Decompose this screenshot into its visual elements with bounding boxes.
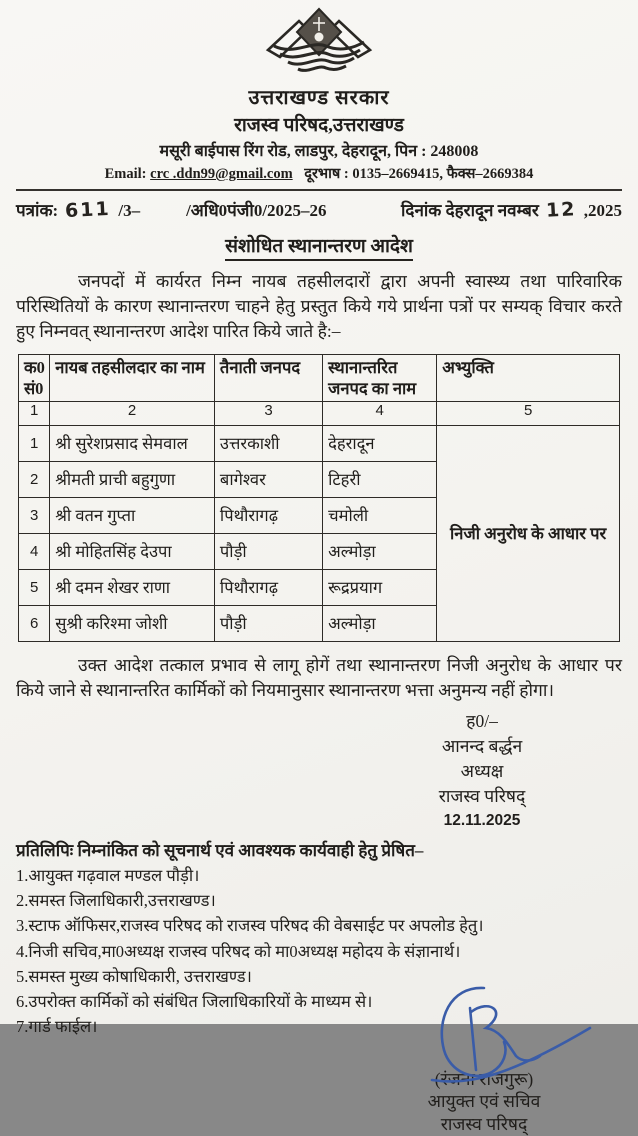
cell-name: श्री सुरेशप्रसाद सेमवाल [50, 426, 215, 462]
table-row [19, 426, 620, 462]
letter-number [16, 198, 140, 221]
signatory-date: 12.11.2025 [443, 811, 521, 829]
colnum-5: 5 [437, 402, 620, 426]
column-number-row [19, 402, 620, 426]
cell-sno: 4 [19, 534, 50, 570]
transfer-table [18, 354, 620, 643]
bottom-signatory-block [374, 1068, 594, 1136]
email-address: crc .ddn99@gmail.com [150, 166, 293, 182]
signed-mark: ह0/– [466, 711, 498, 732]
department-code: /अधि0पंजी0/2025–26 [186, 201, 327, 220]
copy-list-heading: प्रतिलिपिः निम्नांकित को सूचनार्थ एवं आवश्यक कार्यवाही हेतु प्रेषित– [16, 840, 424, 860]
cell-name: श्री दमन शेखर राणा [50, 570, 215, 606]
cell-posting: उत्तरकाशी [214, 426, 322, 462]
phone-fax: दूरभाष : 0135–2669415, फैक्स–2669384 [304, 166, 534, 182]
date-year: ,2025 [583, 201, 622, 220]
signatory-designation: अध्यक्ष [460, 760, 504, 781]
cell-sno: 5 [19, 570, 50, 606]
cell-sno: 2 [19, 462, 50, 498]
cell-transfer: रूद्रप्रयाग [323, 570, 437, 606]
cell-posting: पौड़ी [214, 534, 322, 570]
letter-number-handwritten: 611 [64, 197, 112, 223]
letterhead [16, 6, 622, 183]
closing-paragraph: उक्त आदेश तत्काल प्रभाव से लागू होगें तथा स्थानान्तरण निजी अनुरोध के आधार पर किये जाने से स्थानान्तरित कार्मिकों को नियमानुसार स्थानान्तरण भत्ता अनुमन्य नहीं होगा। [16, 655, 622, 701]
header-transfer: स्थानान्तरित जनपद का नाम [323, 354, 437, 402]
cell-transfer: अल्मोड़ा [323, 534, 437, 570]
copy-list-item: 6.उपरोक्त कार्मिकों को संबंधित जिलाधिकारियों के माध्यम से। [16, 992, 373, 1012]
cell-name: श्रीमती प्राची बहुगुणा [50, 462, 215, 498]
cell-transfer: टिहरी [323, 462, 437, 498]
table-header-row [19, 354, 620, 402]
date-label: दिनांक देहरादून नवम्बर [401, 201, 539, 220]
email-label: Email: [104, 166, 147, 182]
contact-line [16, 163, 622, 183]
reference-line [16, 198, 622, 221]
copy-list-item: 7.गार्ड फाईल। [16, 1017, 98, 1037]
cell-sno: 6 [19, 606, 50, 642]
signatory-name: आनन्द बर्द्धन [441, 735, 523, 756]
uttarakhand-state-emblem-icon [260, 6, 378, 81]
signatory-organisation: राजस्व परिषद् [438, 785, 526, 806]
document-title-text: संशोधित स्थानान्तरण आदेश [225, 236, 413, 261]
signatory-block [382, 711, 582, 830]
cell-sno: 1 [19, 426, 50, 462]
bottom-signatory-organisation: राजस्व परिषद् [440, 1114, 528, 1135]
cell-name: श्री मोहितसिंह देउपा [50, 534, 215, 570]
cell-transfer: चमोली [323, 498, 437, 534]
copy-list-item: 1.आयुक्त गढ़वाल मण्डल पौड़ी। [16, 865, 200, 885]
cell-posting: पिथौरागढ़ [214, 498, 322, 534]
colnum-4: 4 [323, 402, 437, 426]
cell-posting: बागेश्वर [214, 462, 322, 498]
colnum-1: 1 [19, 402, 50, 426]
letter-number-label: पत्रांक: [16, 201, 59, 220]
cell-transfer: देहरादून [323, 426, 437, 462]
header-separator-rule [16, 189, 622, 191]
copy-list [16, 863, 622, 1040]
address-line: मसूरी बाईपास रिंग रोड, लाडपुर, देहरादून, पिन : 248008 [159, 143, 479, 160]
date-day-handwritten: 12 [545, 198, 578, 222]
copy-list-item: 4.निजी सचिव,मा0अध्यक्ष राजस्व परिषद को मा0अध्यक्ष महोदय के संज्ञानार्थ। [16, 941, 461, 961]
colnum-2: 2 [50, 402, 215, 426]
copy-list-item: 3.स्टाफ ऑफिसर,राजस्व परिषद को राजस्व परिषद की वेबसाईट पर अपलोड हेतु। [16, 916, 484, 936]
bottom-signatory-name: (रंजना राजगुरू) [434, 1068, 534, 1089]
header-posting: तैनाती जनपद [214, 354, 322, 402]
document-title [16, 232, 622, 258]
letter-number-suffix: /3– [118, 201, 141, 220]
cell-sno: 3 [19, 498, 50, 534]
date-line [401, 198, 622, 221]
copy-list-item: 2.समस्त जिलाधिकारी,उत्तराखण्ड। [16, 891, 216, 911]
colnum-3: 3 [214, 402, 322, 426]
bottom-signatory-designation: आयुक्त एवं सचिव [427, 1091, 541, 1112]
cell-posting: पिथौरागढ़ [214, 570, 322, 606]
header-name: नायब तहसीलदार का नाम [50, 354, 215, 402]
cell-remark-merged: निजी अनुरोध के आधार पर [437, 426, 620, 642]
header-serial: क0 सं0 [19, 354, 50, 402]
cell-name: सुश्री करिश्मा जोशी [50, 606, 215, 642]
cell-name: श्री वतन गुप्ता [50, 498, 215, 534]
cell-posting: पौड़ी [214, 606, 322, 642]
copy-list-item: 5.समस्त मुख्य कोषाधिकारी, उत्तराखण्ड। [16, 966, 252, 986]
government-name: उत्तराखण्ड सरकार [248, 87, 390, 109]
department-name: राजस्व परिषद,उत्तराखण्ड [234, 115, 404, 136]
header-remark: अभ्युक्ति [437, 354, 620, 402]
cell-transfer: अल्मोड़ा [323, 606, 437, 642]
opening-paragraph: जनपदों में कार्यरत निम्न नायब तहसीलदारों द्वारा अपनी स्वास्थ्य तथा पारिवारिक परिस्थितियों के कारण स्थानान्तरण चाहने हेतु प्रस्तुत किये गये प्रार्थना पत्रों पर सम्यक् विचार करते हुए निम्नवत् स्थानान्तरण आदेश पारित किये जाते है:– [16, 271, 622, 341]
